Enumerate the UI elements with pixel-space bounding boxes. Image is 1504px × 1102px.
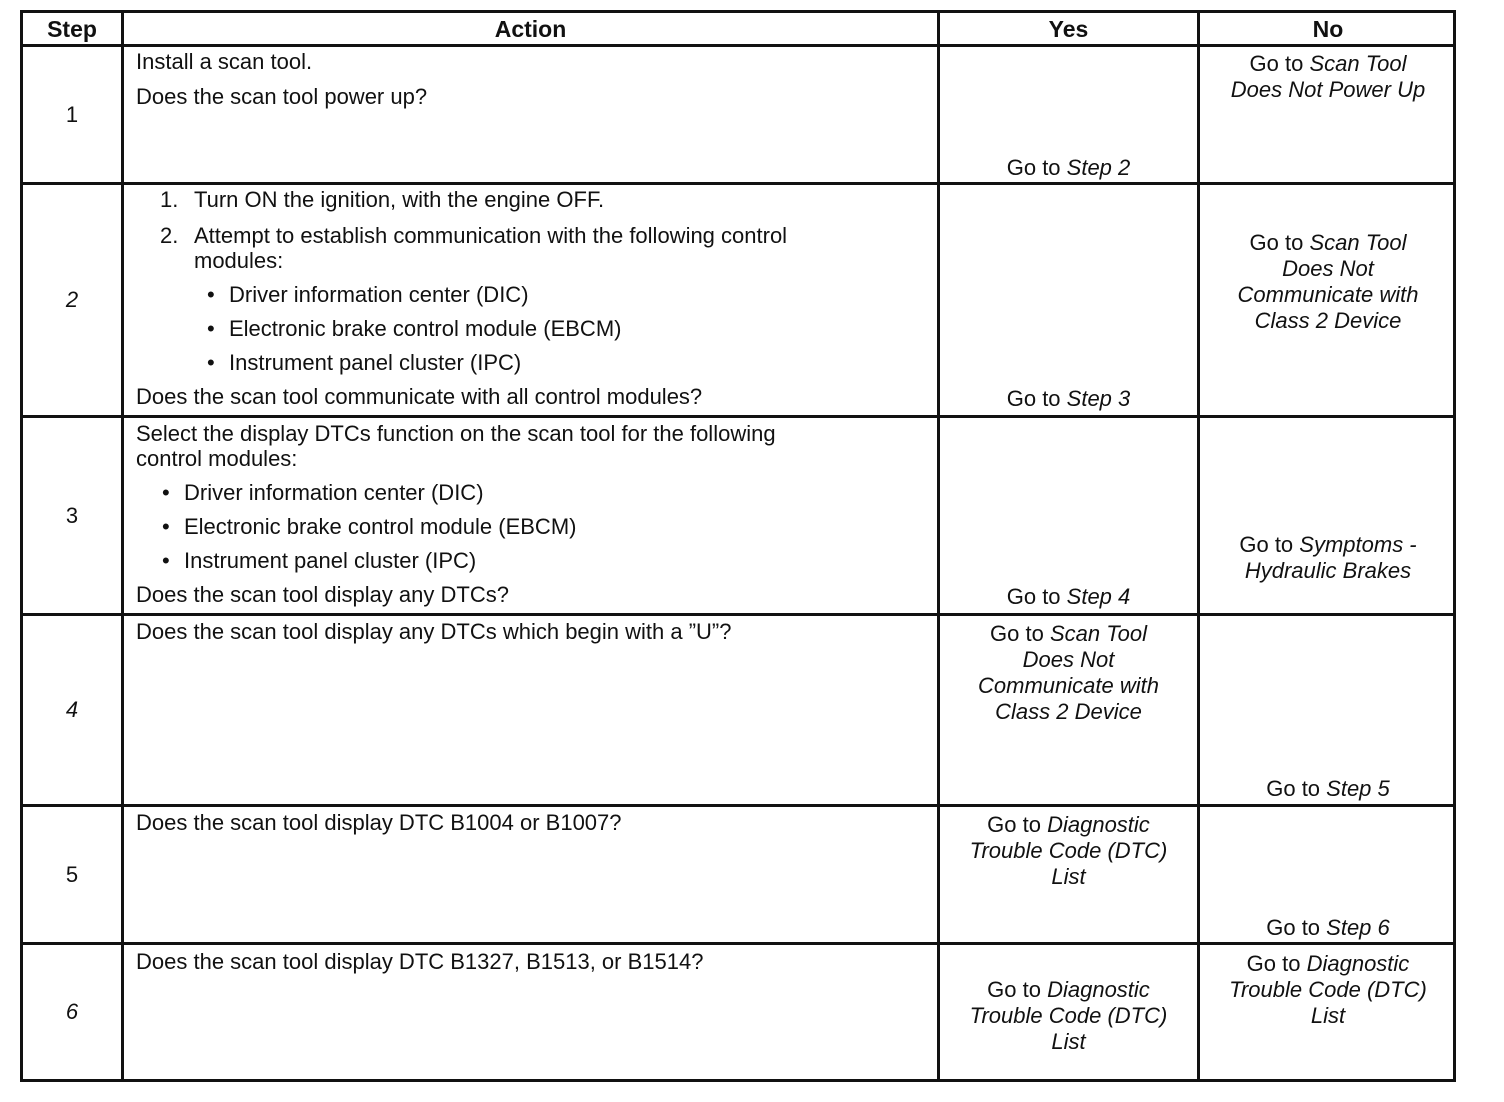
action-cell — [124, 47, 937, 182]
no-action: Go to Symptoms - — [1239, 532, 1417, 557]
action-bullet: • Instrument panel cluster (IPC) — [184, 548, 476, 574]
no-action-link: Does Not Power Up — [1230, 77, 1426, 102]
header-no: No — [1312, 15, 1344, 42]
action-cell — [124, 945, 937, 1079]
yes-cell — [940, 945, 1197, 1079]
action-cell — [124, 418, 937, 613]
no-action: Go to Step 6 — [1266, 915, 1390, 940]
action-bullet: • Driver information center (DIC) — [184, 480, 484, 506]
action-question: Does the scan tool display any DTCs? — [136, 582, 509, 607]
yes-action: Go to Step 2 — [1006, 155, 1131, 180]
yes-action: Go to Diagnostic — [987, 812, 1150, 837]
yes-cell — [940, 616, 1197, 804]
no-action: Go to Diagnostic — [1246, 951, 1410, 976]
no-cell — [1200, 616, 1456, 804]
action-bullet: • Driver information center (DIC) — [229, 282, 529, 308]
action-question: Does the scan tool communicate with all control modules? — [136, 384, 703, 409]
step-link: Step 5 — [1326, 776, 1390, 801]
action-bullet: • Electronic brake control module (EBCM) — [229, 316, 621, 342]
yes-cell — [940, 807, 1197, 942]
step-link: Step 2 — [1066, 155, 1131, 180]
yes-action: Go to Scan Tool — [990, 621, 1147, 646]
action-question: Does the scan tool display any DTCs which begin with a ”U”? — [136, 619, 732, 644]
no-action-link: List — [1310, 1003, 1346, 1028]
action-item: 1. Turn ON the ignition, with the engine OFF. — [160, 187, 605, 212]
action-question: Does the scan tool display DTC B1004 or B1007? — [136, 810, 622, 835]
no-action-link: Trouble Code (DTC) — [1229, 977, 1427, 1002]
yes-action-link: List — [1051, 864, 1086, 889]
action-bullet: • Electronic brake control module (EBCM) — [184, 514, 576, 540]
action-item-continued: modules: — [194, 248, 284, 273]
no-action: Go to Scan Tool — [1249, 51, 1407, 76]
yes-action-link: Communicate with — [978, 673, 1159, 698]
no-cell — [1200, 418, 1456, 613]
yes-cell — [940, 418, 1197, 613]
no-action: Go to Scan Tool — [1249, 230, 1407, 255]
step-link: Step 3 — [1066, 386, 1131, 411]
yes-action-link: Trouble Code (DTC) — [969, 838, 1168, 863]
no-action: Go to Step 5 — [1266, 776, 1390, 801]
step-link: Step 4 — [1066, 584, 1131, 609]
yes-cell — [940, 185, 1197, 415]
step-number: 5 — [65, 861, 79, 887]
no-cell — [1200, 807, 1456, 942]
step-number: 4 — [65, 697, 79, 722]
yes-action-link: Class 2 Device — [995, 699, 1142, 724]
header-yes: Yes — [1048, 15, 1089, 42]
yes-action: Go to Step 4 — [1006, 584, 1131, 609]
yes-action-link: List — [1051, 1029, 1086, 1054]
diagnostic-table — [20, 10, 1456, 1082]
yes-action-link: Does Not — [1022, 647, 1115, 672]
step-number: 1 — [65, 101, 79, 127]
no-action-link: Does Not — [1282, 256, 1374, 281]
no-action-link: Class 2 Device — [1254, 308, 1402, 333]
action-text: Install a scan tool. — [136, 49, 313, 74]
yes-action-link: Trouble Code (DTC) — [969, 1003, 1168, 1028]
yes-action: Go to Diagnostic — [987, 977, 1150, 1002]
no-cell — [1200, 185, 1456, 415]
header-action: Action — [494, 15, 567, 42]
action-bullet: • Instrument panel cluster (IPC) — [229, 350, 521, 376]
step-link: Step 6 — [1326, 915, 1390, 940]
action-question: Does the scan tool power up? — [136, 84, 428, 109]
header-step: Step — [47, 15, 97, 42]
no-action-link: Hydraulic Brakes — [1244, 558, 1412, 583]
action-item: 2. Attempt to establish communication with the following control — [160, 223, 788, 248]
action-text: Select the display DTCs function on the scan tool for the following — [136, 421, 776, 446]
action-cell — [124, 616, 937, 804]
yes-cell — [940, 47, 1197, 182]
action-text: control modules: — [136, 446, 298, 471]
action-question: Does the scan tool display DTC B1327, B1513, or B1514? — [136, 949, 704, 974]
action-cell — [124, 185, 937, 415]
step-number: 3 — [65, 502, 79, 528]
no-cell — [1200, 945, 1456, 1079]
step-number: 2 — [65, 287, 79, 312]
step-number: 6 — [65, 999, 79, 1024]
yes-action: Go to Step 3 — [1006, 386, 1131, 411]
action-cell — [124, 807, 937, 942]
no-action-link: Communicate with — [1237, 282, 1419, 307]
no-cell — [1200, 47, 1456, 182]
